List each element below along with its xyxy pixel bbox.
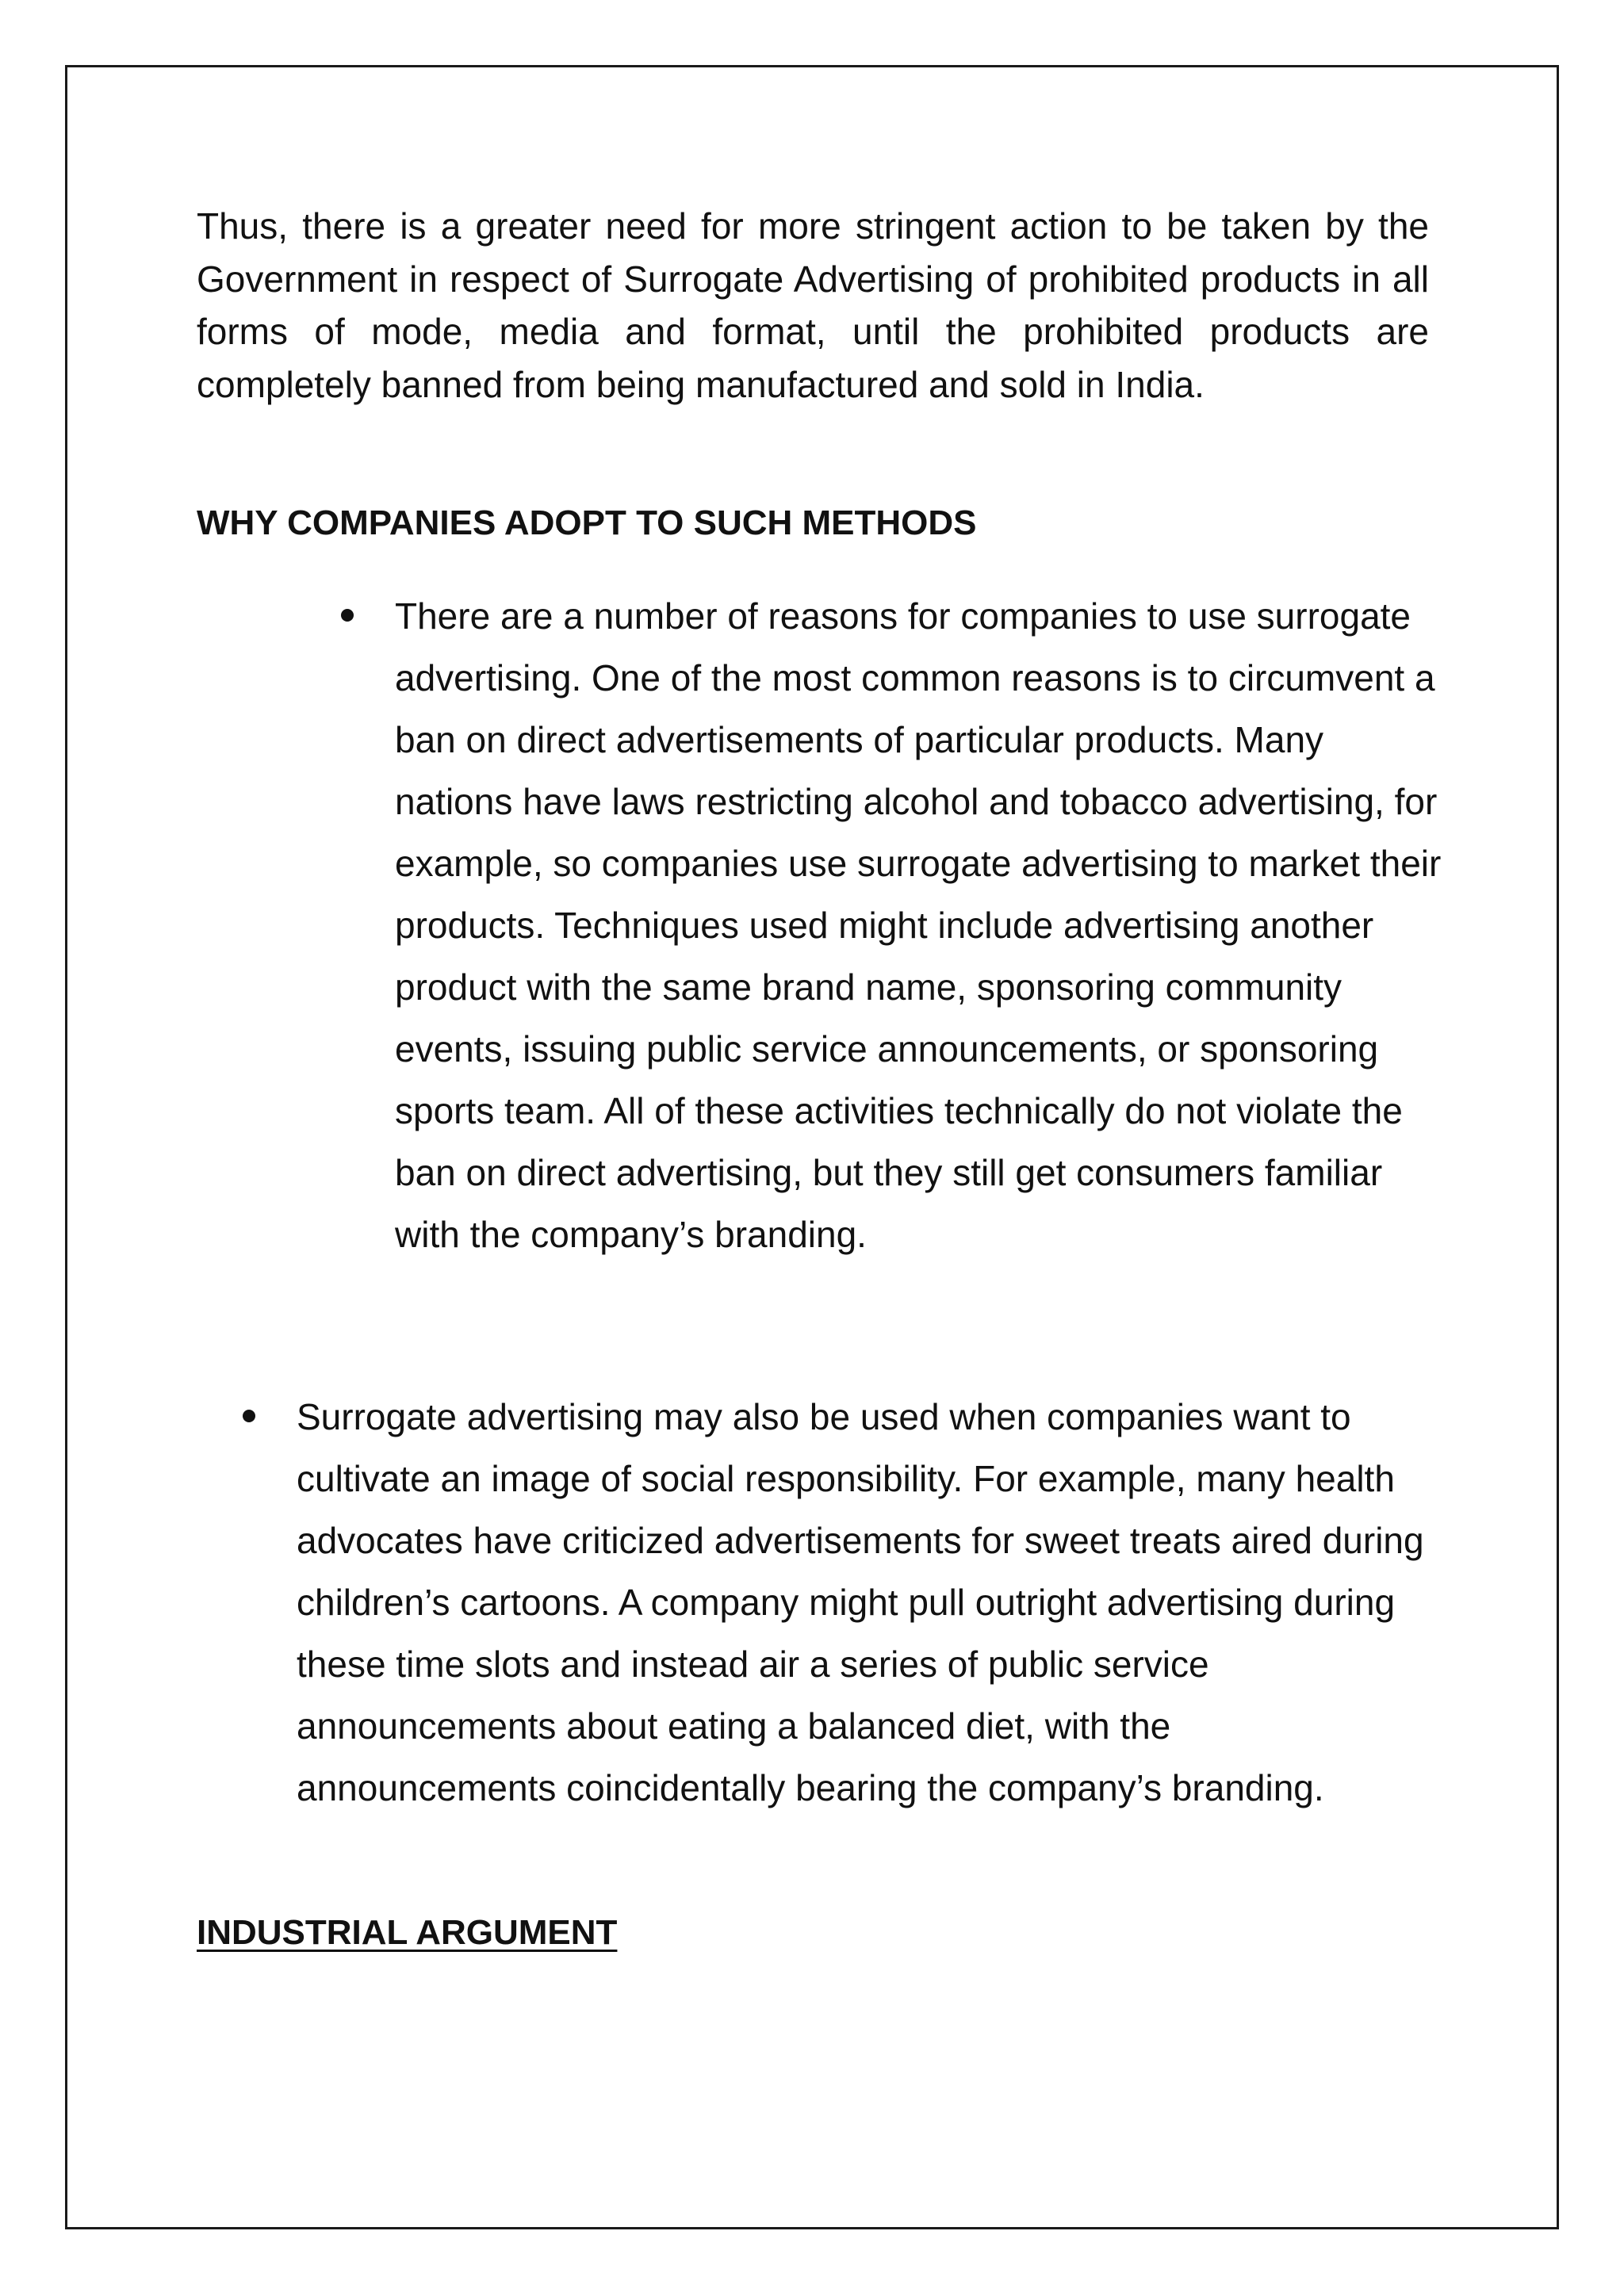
bullet-icon	[243, 1410, 255, 1422]
intro-paragraph: Thus, there is a greater need for more stringent action to be taken by the Government in respect of Surrogate Advertising of prohibited products in all forms of mode, media and format, until the prohibited products are completely banned from being manufactured and sold in India.	[197, 205, 1429, 405]
list-item	[297, 1386, 1431, 1819]
bullet-list-reasons	[395, 585, 1450, 1265]
bullet-text: There are a number of reasons for companies to use surrogate advertising. One of the most common reasons is to circumvent a ban on direct advertisements of particular products. Many nations have laws restricting alcohol and tobacco advertising, for example, so companies use surrogate advertising to market their products. Techniques used might include advertising another product with the same brand name, sponsoring community events, issuing public service announcements, or sponsoring sports team. All of these activities technically do not violate the ban on direct advertising, but they still get consumers familiar with the company’s branding.	[395, 595, 1442, 1255]
bullet-icon	[341, 609, 354, 622]
section-heading-why-companies: WHY COMPANIES ADOPT TO SUCH METHODS	[197, 503, 977, 542]
bullet-list-social	[297, 1386, 1431, 1819]
bullet-text: Surrogate advertising may also be used when companies want to cultivate an image of social responsibility. For example, many health advocates have criticized advertisements for sweet treats aired during children’s cartoons. A company might pull outright advertising during these time slots and instead air a series of public service announcements about eating a balanced diet, with the announcements coincidentally bearing the company’s branding.	[297, 1396, 1424, 1808]
section-heading-industrial-argument: INDUSTRIAL ARGUMENT	[197, 1913, 618, 1952]
list-item	[395, 585, 1450, 1265]
